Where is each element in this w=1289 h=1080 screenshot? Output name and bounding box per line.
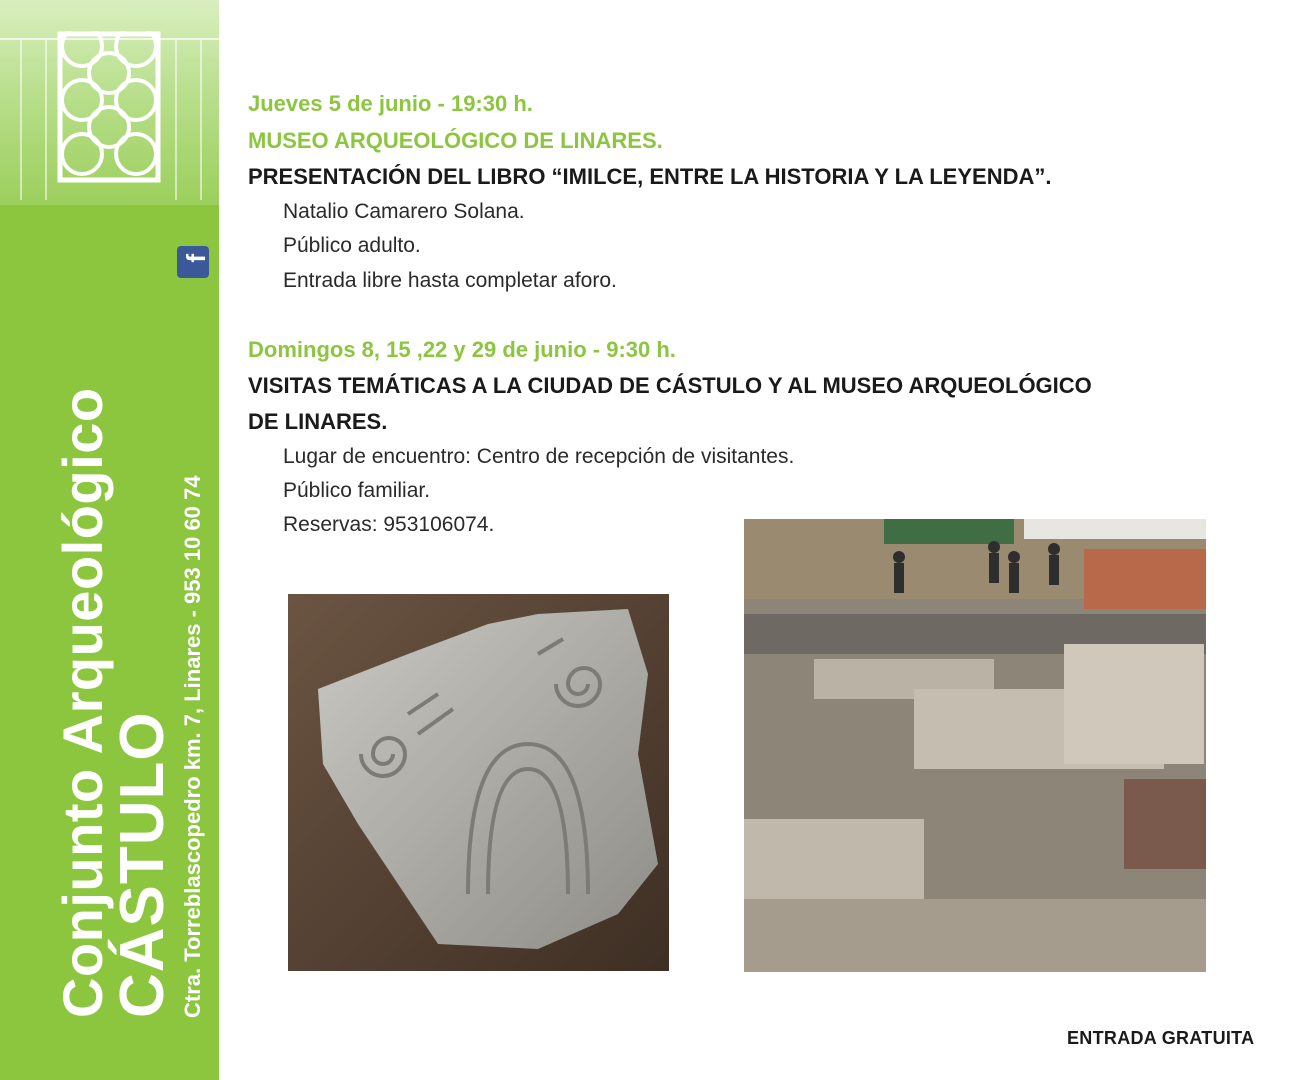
address-phone: Ctra. Torreblascopedro km. 7, Linares - 953 10 60 74 <box>180 475 205 1018</box>
event2-detail-meeting-point: Lugar de encuentro: Centro de recepción de visitantes. <box>283 445 795 468</box>
sidebar-vertical-text <box>0 0 219 1080</box>
event2-title-line2: DE LINARES. <box>248 409 388 434</box>
excavation-site-photo <box>744 519 1206 972</box>
event2-date: Domingos 8, 15 ,22 y 29 de junio - 9:30 h. <box>248 337 676 362</box>
event1-detail-entry: Entrada libre hasta completar aforo. <box>283 269 617 292</box>
event2-title-line1: VISITAS TEMÁTICAS A LA CIUDAD DE CÁSTULO Y AL MUSEO ARQUEOLÓGICO <box>248 373 1092 398</box>
event1-detail-author: Natalio Camarero Solana. <box>283 200 525 223</box>
event2-detail-audience: Público familiar. <box>283 479 431 502</box>
site-name: CÁSTULO <box>108 711 177 1018</box>
event1-detail-audience: Público adulto. <box>283 234 421 257</box>
event1-title: PRESENTACIÓN DEL LIBRO “IMILCE, ENTRE LA HISTORIA Y LA LEYENDA”. <box>248 164 1052 189</box>
facebook-icon[interactable]: f <box>177 246 209 278</box>
institution-title: Conjunto Arqueológico <box>51 387 114 1018</box>
event1-date: Jueves 5 de junio - 19:30 h. <box>248 91 533 116</box>
sidebar-band <box>0 0 219 1080</box>
free-entry-label: ENTRADA GRATUITA <box>1067 1028 1255 1048</box>
event1-venue: MUSEO ARQUEOLÓGICO DE LINARES. <box>248 128 663 153</box>
stone-capital-photo <box>288 594 669 971</box>
event2-detail-booking: Reservas: 953106074. <box>283 513 495 536</box>
